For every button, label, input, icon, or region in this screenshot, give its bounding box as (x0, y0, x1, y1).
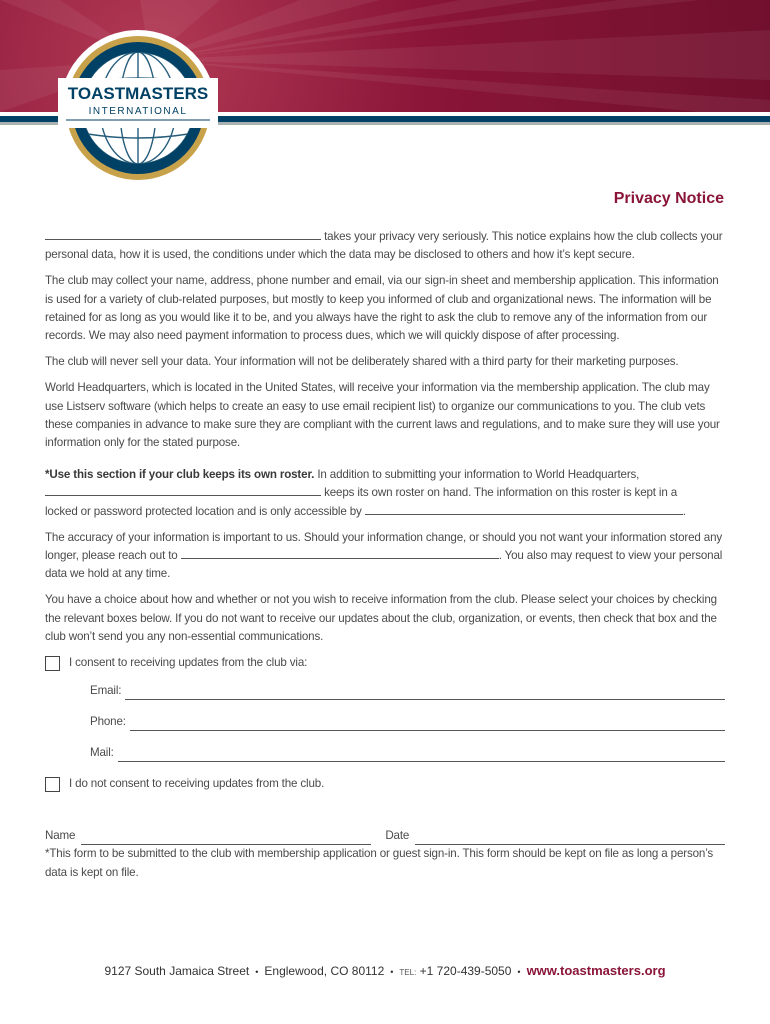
consent-yes-checkbox[interactable] (45, 656, 60, 671)
intro-paragraph: takes your privacy very seriously. This notice explains how the club collects your personal data, how it is used, the conditions under which the data may be disclosed to others and how it’s kept secure. (45, 230, 723, 262)
club-name-blank[interactable] (45, 228, 321, 240)
consent-no-row: I do not consent to receiving updates from the club. (45, 775, 725, 793)
footer (0, 963, 770, 978)
footer-url-link[interactable]: www.toastmasters.org (526, 963, 666, 978)
footer-tel: +1 720-439-5050 (419, 964, 512, 978)
accuracy-paragraph: The accuracy of your information is important to us. Should your information change, or should you not want your information stored any longer, please reach out to . You also may request to view your personal data we hold at any time. (45, 530, 723, 581)
toastmasters-logo (58, 28, 218, 188)
email-field[interactable] (125, 687, 725, 700)
document-body (45, 228, 725, 890)
logo-text-top: TOASTMASTERS (67, 84, 209, 103)
never-sell-paragraph: The club will never sell your data. Your information will not be deliberately shared with a third party for their marketing purposes. (45, 355, 679, 369)
separator-dot: • (390, 966, 394, 977)
phone-field[interactable] (130, 718, 725, 731)
mail-field[interactable] (118, 749, 725, 762)
footer-address: 9127 South Jamaica Street (104, 964, 250, 978)
email-row: Email: (90, 682, 725, 700)
footer-tel-label: TEL: (399, 968, 417, 977)
world-hq-paragraph: World Headquarters, which is located in the United States, will receive your information via the membership application. The club may use Listserv software (which helps to create an easy to use email recipient list) to organize our communications to you. The club vets these companies in advance to make sure they are compliant with the current laws and regulations, and to make sure they will use your information only for the stated purpose. (45, 381, 720, 450)
own-roster-paragraph: *Use this section if your club keeps its own roster. In addition to submitting your information to World Headquarters, keeps its own roster on hand. The information on this roster is kept in a locked or password protected location and is only accessible by . (45, 468, 686, 518)
page-title: Privacy Notice (613, 190, 724, 207)
mail-row: Mail: (90, 744, 725, 762)
contact-person-blank[interactable] (181, 547, 499, 559)
name-field[interactable] (81, 832, 371, 845)
choice-paragraph: You have a choice about how and whether or not you wish to receive information from the club. Please select your choices by checking the relevant boxes below. If you do not want to receive our updates about the club, organization, or events, then check that box and the club won’t send you any non-essential communications. (45, 593, 717, 643)
footnote: *This form to be submitted to the club with membership application or guest sign-in. This form should be kept on file as long a person’s data is kept on file. (45, 847, 714, 879)
consent-yes-row: I consent to receiving updates from the club via: (45, 654, 725, 672)
signature-row: Name Date (45, 827, 725, 845)
separator-dot: • (255, 966, 259, 977)
logo-text-bottom: INTERNATIONAL (88, 106, 188, 117)
club-name-blank-2[interactable] (45, 484, 321, 496)
collect-paragraph: The club may collect your name, address, phone number and email, via our sign-in sheet and membership application. This information is used for a variety of club-related purposes, but mostly to keep you informed of club and organizational news. The information will be retained for as long as you would like it to be, and you always have the right to ask the club to remove any of the information from our records. We may also need payment information to process dues, which we will quickly dispose of after processing. (45, 274, 719, 343)
roster-access-blank[interactable] (365, 503, 683, 515)
date-field[interactable] (415, 832, 725, 845)
footer-city: Englewood, CO 80112 (264, 964, 385, 978)
separator-dot: • (517, 966, 521, 977)
phone-row: Phone: (90, 713, 725, 731)
consent-no-checkbox[interactable] (45, 777, 60, 792)
